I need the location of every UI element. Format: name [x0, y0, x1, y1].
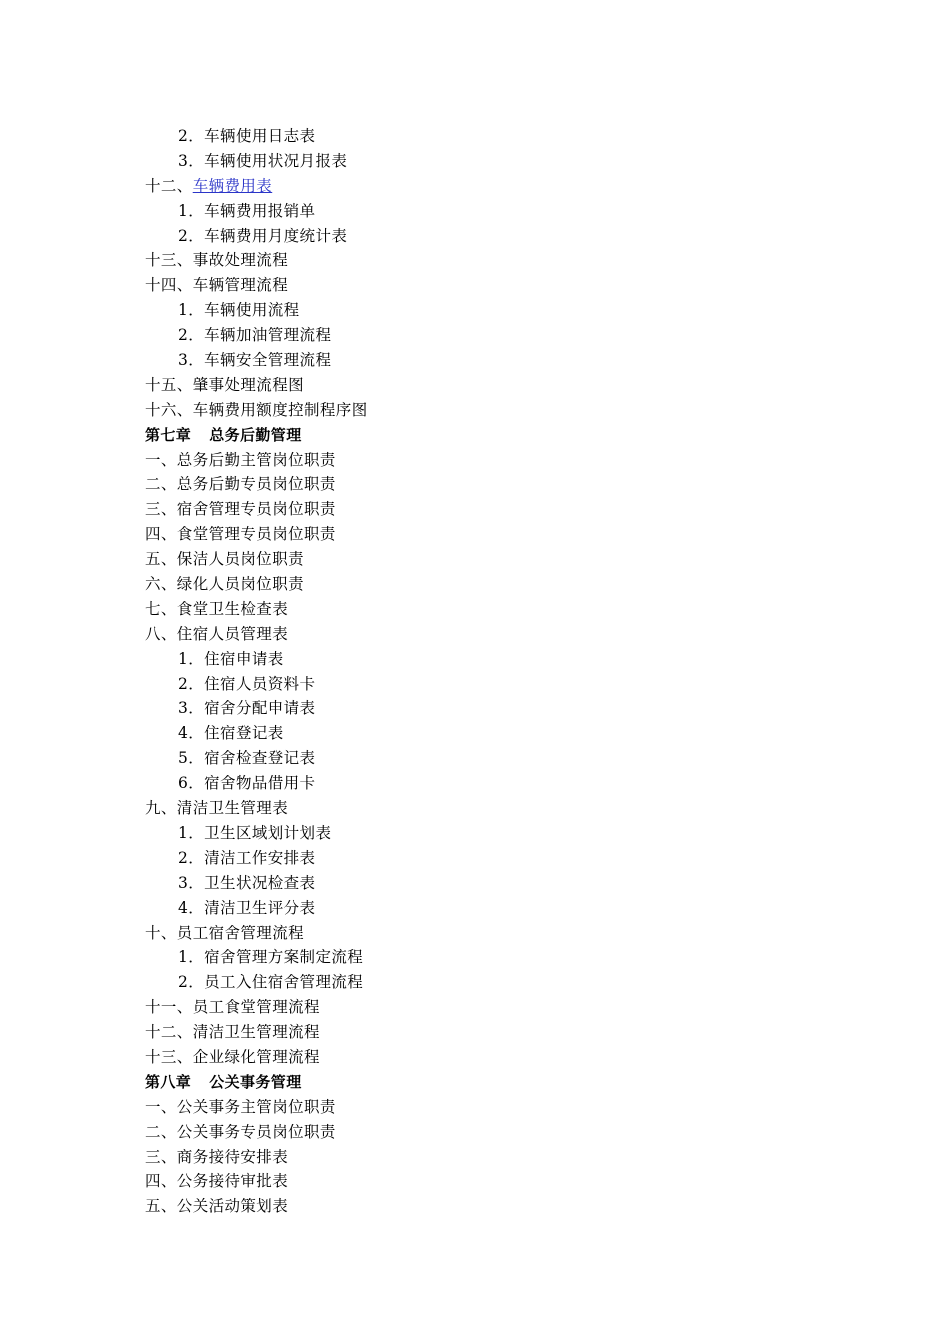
- toc-subitem: [145, 298, 845, 323]
- toc-item: [145, 1020, 845, 1045]
- chapter-number: 第八章: [145, 1072, 192, 1091]
- toc-item: [145, 1169, 845, 1194]
- chapter-heading: [145, 1070, 845, 1095]
- toc-subitem: [145, 846, 845, 871]
- toc-subitem-text: 2．住宿人员资料卡: [178, 674, 316, 693]
- toc-item-text: 二、公关事务专员岗位职责: [145, 1122, 336, 1141]
- toc-item: [145, 796, 845, 821]
- toc-item-text: 一、总务后勤主管岗位职责: [145, 450, 336, 469]
- toc-subitem: [145, 348, 845, 373]
- toc-subitem: [145, 746, 845, 771]
- toc-subitem: [145, 970, 845, 995]
- toc-item: [145, 547, 845, 572]
- toc-item-prefix: 十二、: [145, 176, 193, 195]
- toc-subitem: [145, 696, 845, 721]
- toc-item-text: 二、总务后勤专员岗位职责: [145, 475, 336, 494]
- toc-subitem-text: 3．宿舍分配申请表: [178, 699, 316, 718]
- toc-item-text: 十三、事故处理流程: [145, 251, 289, 270]
- toc-subitem-text: 4．住宿登记表: [178, 724, 284, 743]
- toc-subitem: [145, 124, 845, 149]
- toc-subitem-text: 2．员工入住宿舍管理流程: [178, 973, 364, 992]
- chapter-title: 总务后勤管理: [209, 425, 302, 444]
- toc-subitem-text: 4．清洁卫生评分表: [178, 898, 316, 917]
- toc-item: [145, 472, 845, 497]
- toc-subitem: [145, 771, 845, 796]
- toc-item: [145, 273, 845, 298]
- table-of-contents: [145, 124, 845, 1219]
- toc-subitem-text: 5．宿舍检查登记表: [178, 749, 316, 768]
- toc-item: [145, 1145, 845, 1170]
- toc-subitem: [145, 149, 845, 174]
- toc-item-text: 一、公关事务主管岗位职责: [145, 1097, 336, 1116]
- toc-item: [145, 522, 845, 547]
- toc-item: [145, 248, 845, 273]
- chapter-number: 第七章: [145, 425, 192, 444]
- toc-item: [145, 921, 845, 946]
- toc-item-text: 十、员工宿舍管理流程: [145, 923, 305, 942]
- toc-subitem: [145, 224, 845, 249]
- toc-item-text: 三、宿舍管理专员岗位职责: [145, 500, 336, 519]
- toc-subitem-text: 1．宿舍管理方案制定流程: [178, 948, 364, 967]
- toc-subitem: [145, 323, 845, 348]
- toc-subitem-text: 3．车辆安全管理流程: [178, 351, 332, 370]
- toc-item-text: 十三、企业绿化管理流程: [145, 1047, 320, 1066]
- toc-item: [145, 497, 845, 522]
- toc-item: [145, 1194, 845, 1219]
- toc-subitem-text: 3．卫生状况检查表: [178, 873, 316, 892]
- toc-subitem-text: 2．清洁工作安排表: [178, 848, 316, 867]
- toc-subitem: [145, 896, 845, 921]
- toc-subitem: [145, 199, 845, 224]
- toc-item-text: 十六、车辆费用额度控制程序图: [145, 400, 368, 419]
- toc-item-text: 四、公务接待审批表: [145, 1172, 289, 1191]
- toc-subitem: [145, 647, 845, 672]
- toc-item-text: 七、食堂卫生检查表: [145, 599, 289, 618]
- toc-item: [145, 572, 845, 597]
- chapter-heading: [145, 423, 845, 448]
- toc-subitem: [145, 821, 845, 846]
- toc-item-text: 十二、清洁卫生管理流程: [145, 1023, 320, 1042]
- toc-item-text: 四、食堂管理专员岗位职责: [145, 525, 336, 544]
- toc-item-text: 八、住宿人员管理表: [145, 624, 289, 643]
- toc-subitem-text: 1．住宿申请表: [178, 649, 284, 668]
- toc-subitem: [145, 672, 845, 697]
- toc-subitem-text: 3．车辆使用状况月报表: [178, 151, 348, 170]
- toc-item-text: 十四、车辆管理流程: [145, 276, 289, 295]
- toc-item: [145, 398, 845, 423]
- toc-item: [145, 1045, 845, 1070]
- toc-item-text: 三、商务接待安排表: [145, 1147, 289, 1166]
- toc-item-text: 六、绿化人员岗位职责: [145, 575, 305, 594]
- toc-subitem-text: 6．宿舍物品借用卡: [178, 774, 316, 793]
- toc-subitem-text: 2．车辆费用月度统计表: [178, 226, 348, 245]
- toc-item-text: 九、清洁卫生管理表: [145, 799, 289, 818]
- toc-item: [145, 1120, 845, 1145]
- toc-subitem-text: 1．卫生区域划计划表: [178, 823, 332, 842]
- toc-item: [145, 995, 845, 1020]
- toc-item: [145, 1095, 845, 1120]
- toc-item-link[interactable]: 车辆费用表: [192, 176, 273, 195]
- toc-item-text: 五、保洁人员岗位职责: [145, 550, 305, 569]
- toc-subitem-text: 2．车辆使用日志表: [178, 127, 316, 145]
- toc-item-text: 十一、员工食堂管理流程: [145, 998, 320, 1017]
- toc-subitem: [145, 721, 845, 746]
- toc-item: [145, 448, 845, 473]
- toc-subitem: [145, 945, 845, 970]
- chapter-title: 公关事务管理: [209, 1072, 302, 1091]
- toc-item: [145, 597, 845, 622]
- toc-item-text: 十五、肇事处理流程图: [145, 375, 305, 394]
- toc-subitem: [145, 871, 845, 896]
- toc-item: [145, 622, 845, 647]
- toc-item: [145, 373, 845, 398]
- toc-subitem-text: 1．车辆使用流程: [178, 301, 300, 320]
- toc-item: [145, 174, 845, 199]
- toc-subitem-text: 1．车辆费用报销单: [178, 201, 316, 220]
- toc-subitem-text: 2．车辆加油管理流程: [178, 326, 332, 345]
- toc-item-text: 五、公关活动策划表: [145, 1197, 289, 1216]
